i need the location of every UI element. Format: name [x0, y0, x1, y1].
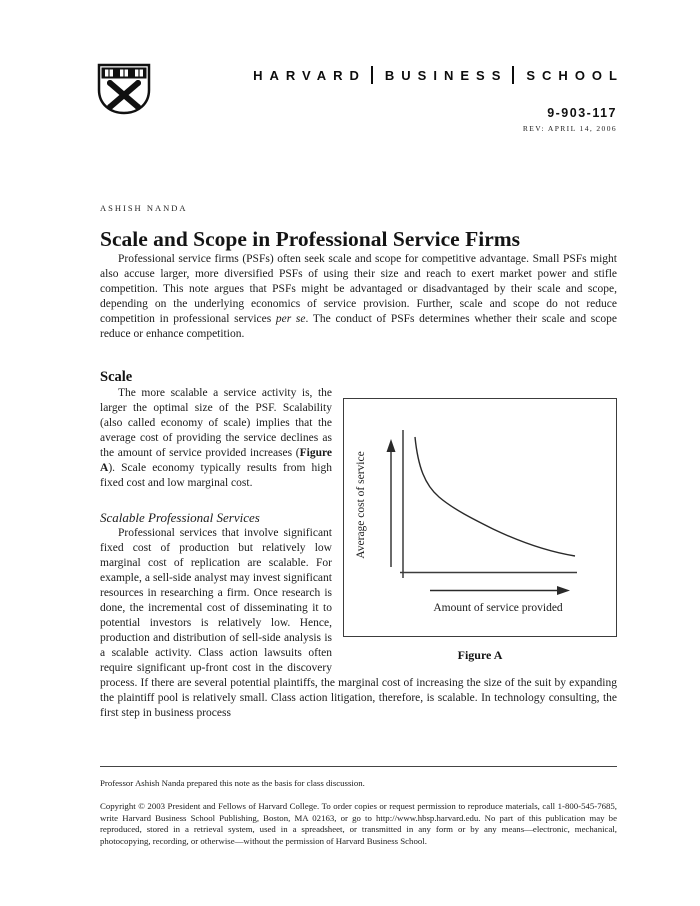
figure-a-caption: Figure A: [457, 648, 503, 662]
document-number: 9-903-117: [547, 106, 617, 120]
revision-date: REV: APRIL 14, 2006: [522, 124, 617, 133]
wordmark-divider: [512, 66, 514, 84]
section-heading-scale: Scale: [100, 369, 133, 385]
hbs-shield-logo: [97, 63, 151, 115]
wordmark-business: BUSINESS: [384, 67, 508, 83]
scale-p1-text: ). Scale economy typically results from high fixed cost and low marginal cost.: [100, 462, 332, 489]
figure-a-plot: [343, 398, 617, 637]
document-body: [100, 203, 617, 721]
average-cost-curve: [415, 437, 575, 556]
book-icons: [105, 70, 143, 77]
scale-paragraph-2: Professional services that involve significant fixed cost of production but relatively low marginal cost of replication are scalable. For example, a sell-side analyst may invest significant resources in researching a firm. Once research is done, the incremental cost of disseminating it to potential investors is relatively low. Hence, production and distribution of sell-side analysis is a scalable activity. Class action lawsuits often require significant up-front cost in the discovery process. If there are several potential plaintiffs, the marginal cost of increasing the size of the suit by expanding the plaintiff pool is relatively small. Class action litigation, therefore, is scalable. In technology consulting, the first step in business process: [100, 527, 617, 719]
wordmark-harvard: HARVARD: [253, 67, 366, 83]
intro-paragraph: [100, 252, 617, 342]
x-axis-label: Amount of service provided: [433, 602, 563, 614]
hbs-wordmark: [253, 66, 624, 84]
y-axis-arrow-icon: [387, 439, 396, 567]
hbs-shield-icon: [97, 63, 151, 115]
wordmark-school: SCHOOL: [526, 67, 624, 83]
footnote-text: Professor Ashish Nanda prepared this note as the basis for class discussion.: [100, 778, 365, 788]
scale-p1-text: The more scalable a service activity is, the larger the optimal size of the PSF. Scalability (also called economy of scale) implies that the average cost of providing the service declines as the amount of service provided increases (: [100, 387, 332, 459]
y-axis-label: Average cost of service: [355, 451, 367, 559]
footnote-divider: [100, 766, 617, 767]
x-axis-arrow-icon: [430, 586, 570, 595]
author-name: ASHISH NANDA: [100, 203, 188, 213]
intro-text: . The conduct of PSFs determines whether their scale and scope reduce or enhance competition.: [100, 313, 617, 340]
subsection-heading-scalable-services: Scalable Professional Services: [100, 510, 260, 525]
intro-text: Professional service firms (PSFs) often seek scale and scope for competitive advantage. Small PSFs might also accuse larger, more diversified PSFs of using their size and reach to exert market power and stifle competition. This note argues that PSFs might be advantaged or disadvantaged by their scale and scope, depending on the underlying economics of service provision. Further, scale and scope do not reduce competition in professional services: [100, 253, 617, 325]
page-title: Scale and Scope in Professional Service Firms: [100, 227, 521, 251]
page-footer: [100, 766, 617, 847]
figure-a: [343, 398, 617, 663]
copyright-notice: Copyright © 2003 President and Fellows of Harvard College. To order copies or request permission to reproduce materials, call 1-800-545-7685, write Harvard Business School Publishing, Boston, MA 02163, or go to http://www.hbsp.harvard.edu. No part of this publication may be reproduced, stored in a retrieval system, used in a spreadsheet, or transmitted in any form or by any means—electronic, mechanical, photocopying, recording, or otherwise—without the permission of Harvard Business School.: [100, 801, 617, 846]
wordmark-divider: [371, 66, 373, 84]
intro-italic-term: per se: [275, 313, 306, 325]
figure-a-reference: Figure A: [100, 447, 332, 474]
